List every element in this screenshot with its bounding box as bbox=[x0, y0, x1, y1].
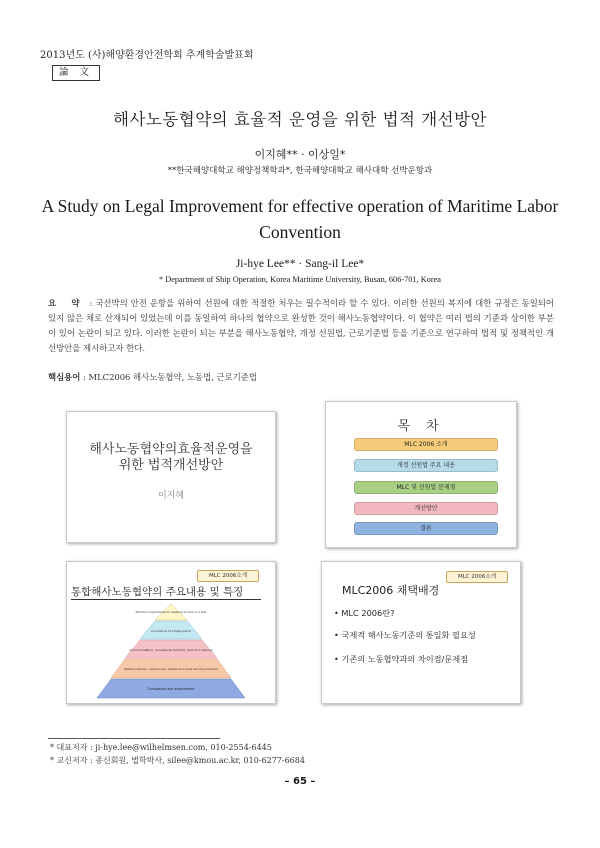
pyramid-label-5: Compliance and enforcement bbox=[147, 687, 195, 691]
pyramid-label-3: Accommodation, recreational facilities, food and catering bbox=[129, 648, 213, 652]
slide-table-of-contents bbox=[325, 401, 517, 548]
pyramid-label-2: Conditions of employment bbox=[151, 629, 191, 633]
slide4-title: MLC2006 채택배경 bbox=[342, 584, 440, 597]
pyramid-diagram bbox=[67, 562, 275, 703]
pyramid-label-4: Health protection, medical care, welfare and social security protection bbox=[123, 667, 219, 671]
korean-title: 해사노동협약의 효율적 운영을 위한 법적 개선방안 bbox=[113, 110, 487, 129]
abstract-label: 요 약 bbox=[48, 298, 86, 308]
slide4-badge: MLC 2006소개 bbox=[446, 571, 508, 583]
pyramid-label-1: Minimum requirements for seafarers to work on a ship bbox=[135, 611, 207, 614]
slide4-bullet: • MLC 2006란? bbox=[334, 608, 395, 618]
footnote-corresponding: * 교신저자 : 종신회원, 법학박사, silee@kmou.ac.kr, 010-6277-6684 bbox=[50, 756, 305, 765]
slide3-title: 통합해사노동협약의 주요내용 및 특징 bbox=[71, 586, 244, 598]
slide1-author: 이지혜 bbox=[157, 491, 185, 501]
keywords-text: : MLC2006 해사노동협약, 노동법, 근로기준법 bbox=[83, 372, 257, 382]
slide1-title-line2: 위한 법적개선방안 bbox=[118, 458, 224, 473]
article-type-tag: 論 文 bbox=[52, 65, 100, 81]
toc-item: MLC 2006 소개 bbox=[354, 438, 498, 451]
footnote-author: * 대표저자 : ji-hye.lee@wilhelmsen.com, 010-2554-6445 bbox=[50, 743, 272, 752]
english-affiliation: * Department of Ship Operation, Korea Maritime University, Busan, 606-701, Korea bbox=[159, 275, 441, 284]
toc-item: 결론 bbox=[354, 522, 498, 535]
abstract-text: : 국선박의 안전 운항을 위하여 선원에 대한 적절한 처우는 필수적이라 할 수 있다. 이러한 선원의 복지에 대한 규정은 동일되어 있지 않은 채로 산재되어 있었는데 이를 동일하여 하나의 협약으로 완성한 것이 해사노동협약이다. 이 협약은 여러 법의 기준과 상이한 부분이 있어 논란이 되고 있다. 이러한 논란이 되는 부분을 해사노동협약, 개정 선원법, 근로기준법 등을 기준으로 연구하여 법적 및 정책적인 개선방안을 제시하고자 한다. bbox=[48, 298, 554, 353]
conference-header: 2013년도 (사)해양환경안전학회 추계학술발표회 bbox=[40, 50, 254, 61]
toc-item: MLC 및 선원법 문제점 bbox=[354, 481, 498, 494]
slide3-badge: MLC 2006소개 bbox=[197, 570, 259, 582]
slide1-title-line1: 해사노동협약의효율적운영을 bbox=[89, 442, 253, 457]
slide4-bullet: • 국제적 해사노동기준의 통일화 필요성 bbox=[334, 630, 476, 640]
keywords-label: 핵심용어 bbox=[48, 372, 81, 382]
toc-item: 개정 선원법 주요 내용 bbox=[354, 459, 498, 472]
page-number: – 65 – bbox=[284, 776, 316, 787]
english-title: A Study on Legal Improvement for effective operation of Maritime Labor Convention bbox=[41, 196, 559, 242]
abstract bbox=[48, 296, 554, 356]
korean-authors: 이지혜** · 이상일* bbox=[254, 148, 346, 161]
slide-main-content bbox=[66, 561, 276, 704]
korean-affiliation: **한국해양대학교 해양정책학과*, 한국해양대학교 해사대학 선박운항과 bbox=[167, 166, 433, 176]
english-authors: Ji-hye Lee** · Sang-il Lee* bbox=[235, 258, 365, 270]
footnote-divider bbox=[48, 738, 220, 739]
slide1-title bbox=[67, 442, 275, 474]
toc-item: 개선방안 bbox=[354, 502, 498, 515]
slide-background bbox=[321, 561, 521, 704]
toc-title: 목 차 bbox=[397, 419, 445, 434]
slide-title bbox=[66, 411, 276, 543]
keywords bbox=[48, 371, 257, 383]
slide4-bullet: • 기존의 노동협약과의 차이점/문제점 bbox=[334, 654, 469, 664]
